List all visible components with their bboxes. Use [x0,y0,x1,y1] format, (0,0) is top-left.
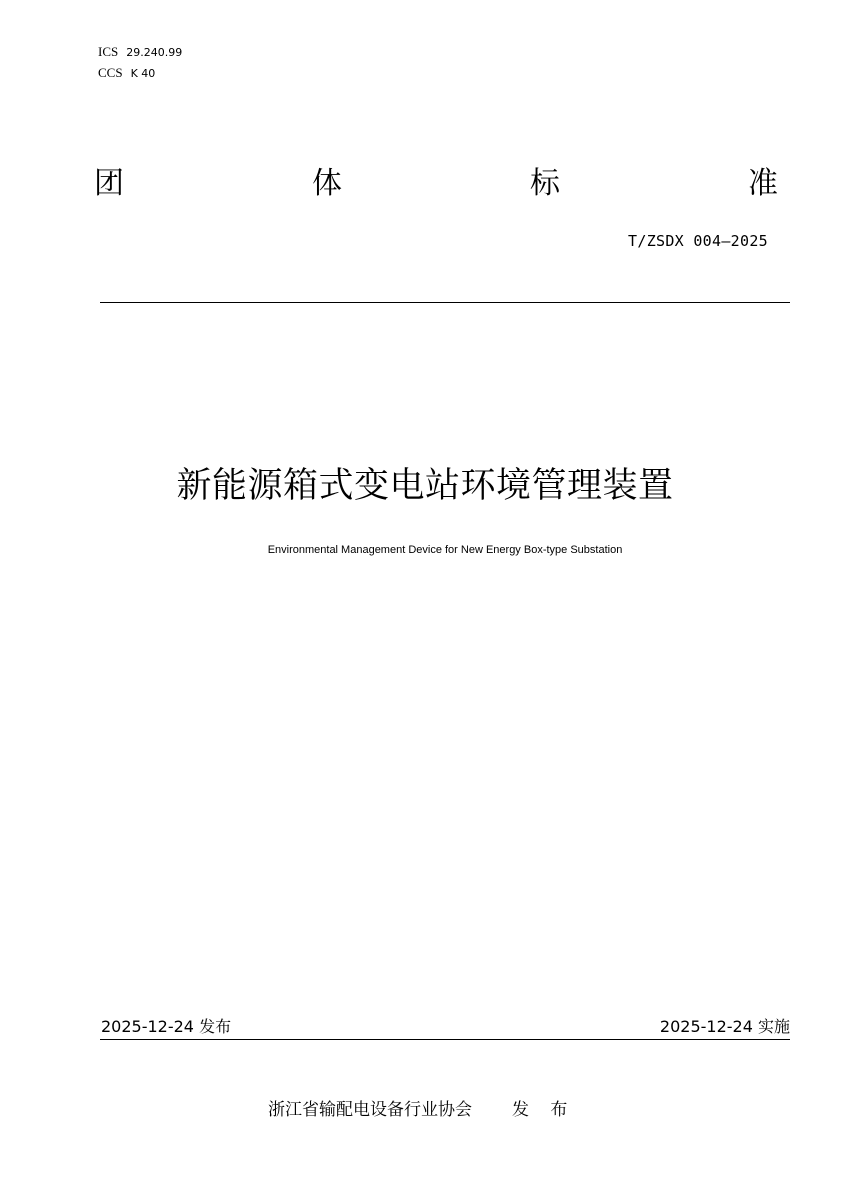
ics-row [98,42,182,63]
ccs-label: CCS [98,65,123,80]
standard-type-char-3: 标 [530,166,560,201]
ccs-row [98,63,182,84]
standard-type-char-1: 团 [94,166,124,201]
ccs-code: K 40 [130,67,156,80]
standard-type-char-4: 准 [748,166,778,201]
standard-type-heading [94,164,784,204]
document-title-english: Environmental Management Device for New Energy Box-type Substation [267,544,623,556]
publisher-line [268,1099,575,1121]
ics-code: 29.240.99 [126,46,183,59]
implementation-date: 2025-12-24 实施 [659,1017,790,1036]
standard-number: T/ZSDX 004—2025 [628,232,768,250]
issue-date: 2025-12-24 发布 [101,1017,232,1036]
publisher-name: 浙江省输配电设备行业协会 [268,1100,472,1120]
document-title-chinese: 新能源箱式变电站环境管理装置 [176,466,674,506]
publisher-verb: 发 布 [512,1100,576,1120]
footer-divider [100,1039,790,1040]
classification-codes [98,42,182,84]
ics-label: ICS [98,44,119,59]
standard-type-char-2: 体 [312,166,342,201]
header-divider [100,302,790,303]
